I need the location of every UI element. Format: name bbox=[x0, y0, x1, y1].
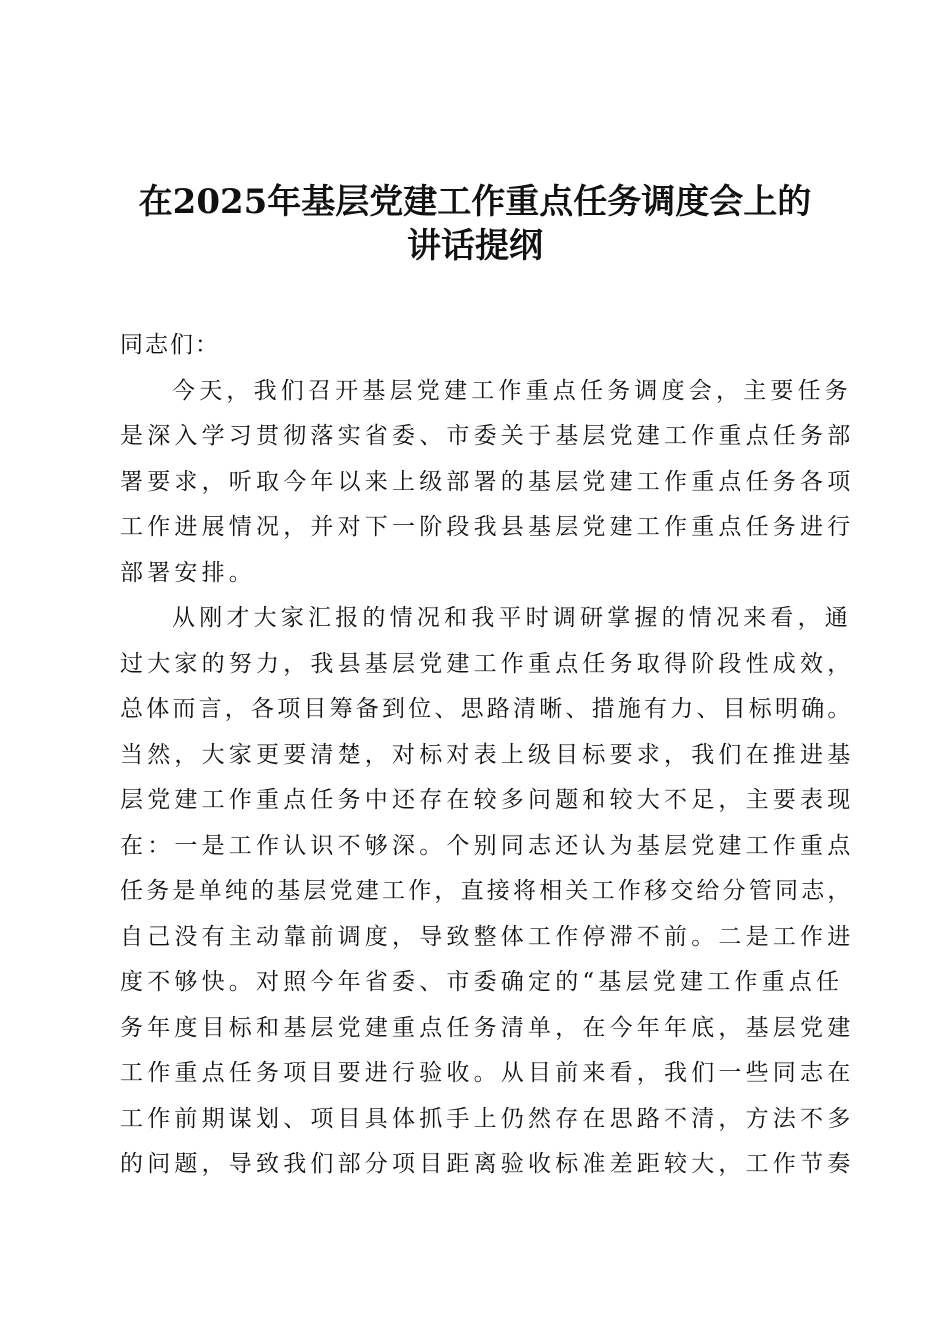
salutation: 同志们： bbox=[120, 332, 220, 358]
paragraph-2-line: 工作前期谋划、项目具体抓手上仍然存在思路不清，方法不多 bbox=[120, 1105, 855, 1132]
paragraph-2-line: 任务是单纯的基层党建工作，直接将相关工作移交给分管同志， bbox=[120, 878, 854, 904]
document-title-line-1: 在2025年基层党建工作重点任务调度会上的 bbox=[138, 182, 812, 222]
paragraph-2-line: 总体而言，各项目筹备到位、思路清晰、措施有力、目标明确。 bbox=[120, 696, 854, 722]
paragraph-2-line: 的问题，导致我们部分项目距离验收标准差距较大，工作节奏 bbox=[120, 1151, 855, 1177]
paragraph-2-line: 过大家的努力，我县基层党建工作重点任务取得阶段性成效， bbox=[120, 650, 855, 677]
document-title-line-2: 讲话提纲 bbox=[407, 226, 543, 266]
paragraph-1-line: 工作进展情况，并对下一阶段我县基层党建工作重点任务进行 bbox=[120, 514, 855, 540]
paragraph-2-line: 自己没有主动靠前调度，导致整体工作停滞不前。二是工作进 bbox=[120, 923, 855, 950]
document-body bbox=[120, 323, 855, 1188]
paragraph-2-line: 务年度目标和基层党建重点任务清单，在今年年底，基层党建 bbox=[120, 1014, 855, 1041]
paragraph-2-line: 度不够快。对照今年省委、市委确定的“基层党建工作重点任 bbox=[120, 969, 844, 995]
paragraph-2-line: 在：一是工作认识不够深。个别同志还认为基层党建工作重点 bbox=[120, 832, 855, 859]
paragraph-2-line: 当然，大家更要清楚，对标对表上级目标要求，我们在推进基 bbox=[120, 741, 855, 768]
paragraph-1-line: 今天，我们召开基层党建工作重点任务调度会，主要任务 bbox=[172, 377, 852, 404]
paragraph-2-line: 从刚才大家汇报的情况和我平时调研掌握的情况来看，通 bbox=[172, 605, 852, 631]
paragraph-1-line: 是深入学习贯彻落实省委、市委关于基层党建工作重点任务部 bbox=[120, 423, 855, 449]
paragraph-1-line: 署要求，听取今年以来上级部署的基层党建工作重点任务各项 bbox=[120, 468, 855, 495]
paragraph-2-line: 工作重点任务项目要进行验收。从目前来看，我们一些同志在 bbox=[120, 1060, 855, 1086]
paragraph-1-line: 部署安排。 bbox=[120, 559, 256, 586]
paragraph-2-line: 层党建工作重点任务中还存在较多问题和较大不足，主要表现 bbox=[120, 787, 855, 813]
